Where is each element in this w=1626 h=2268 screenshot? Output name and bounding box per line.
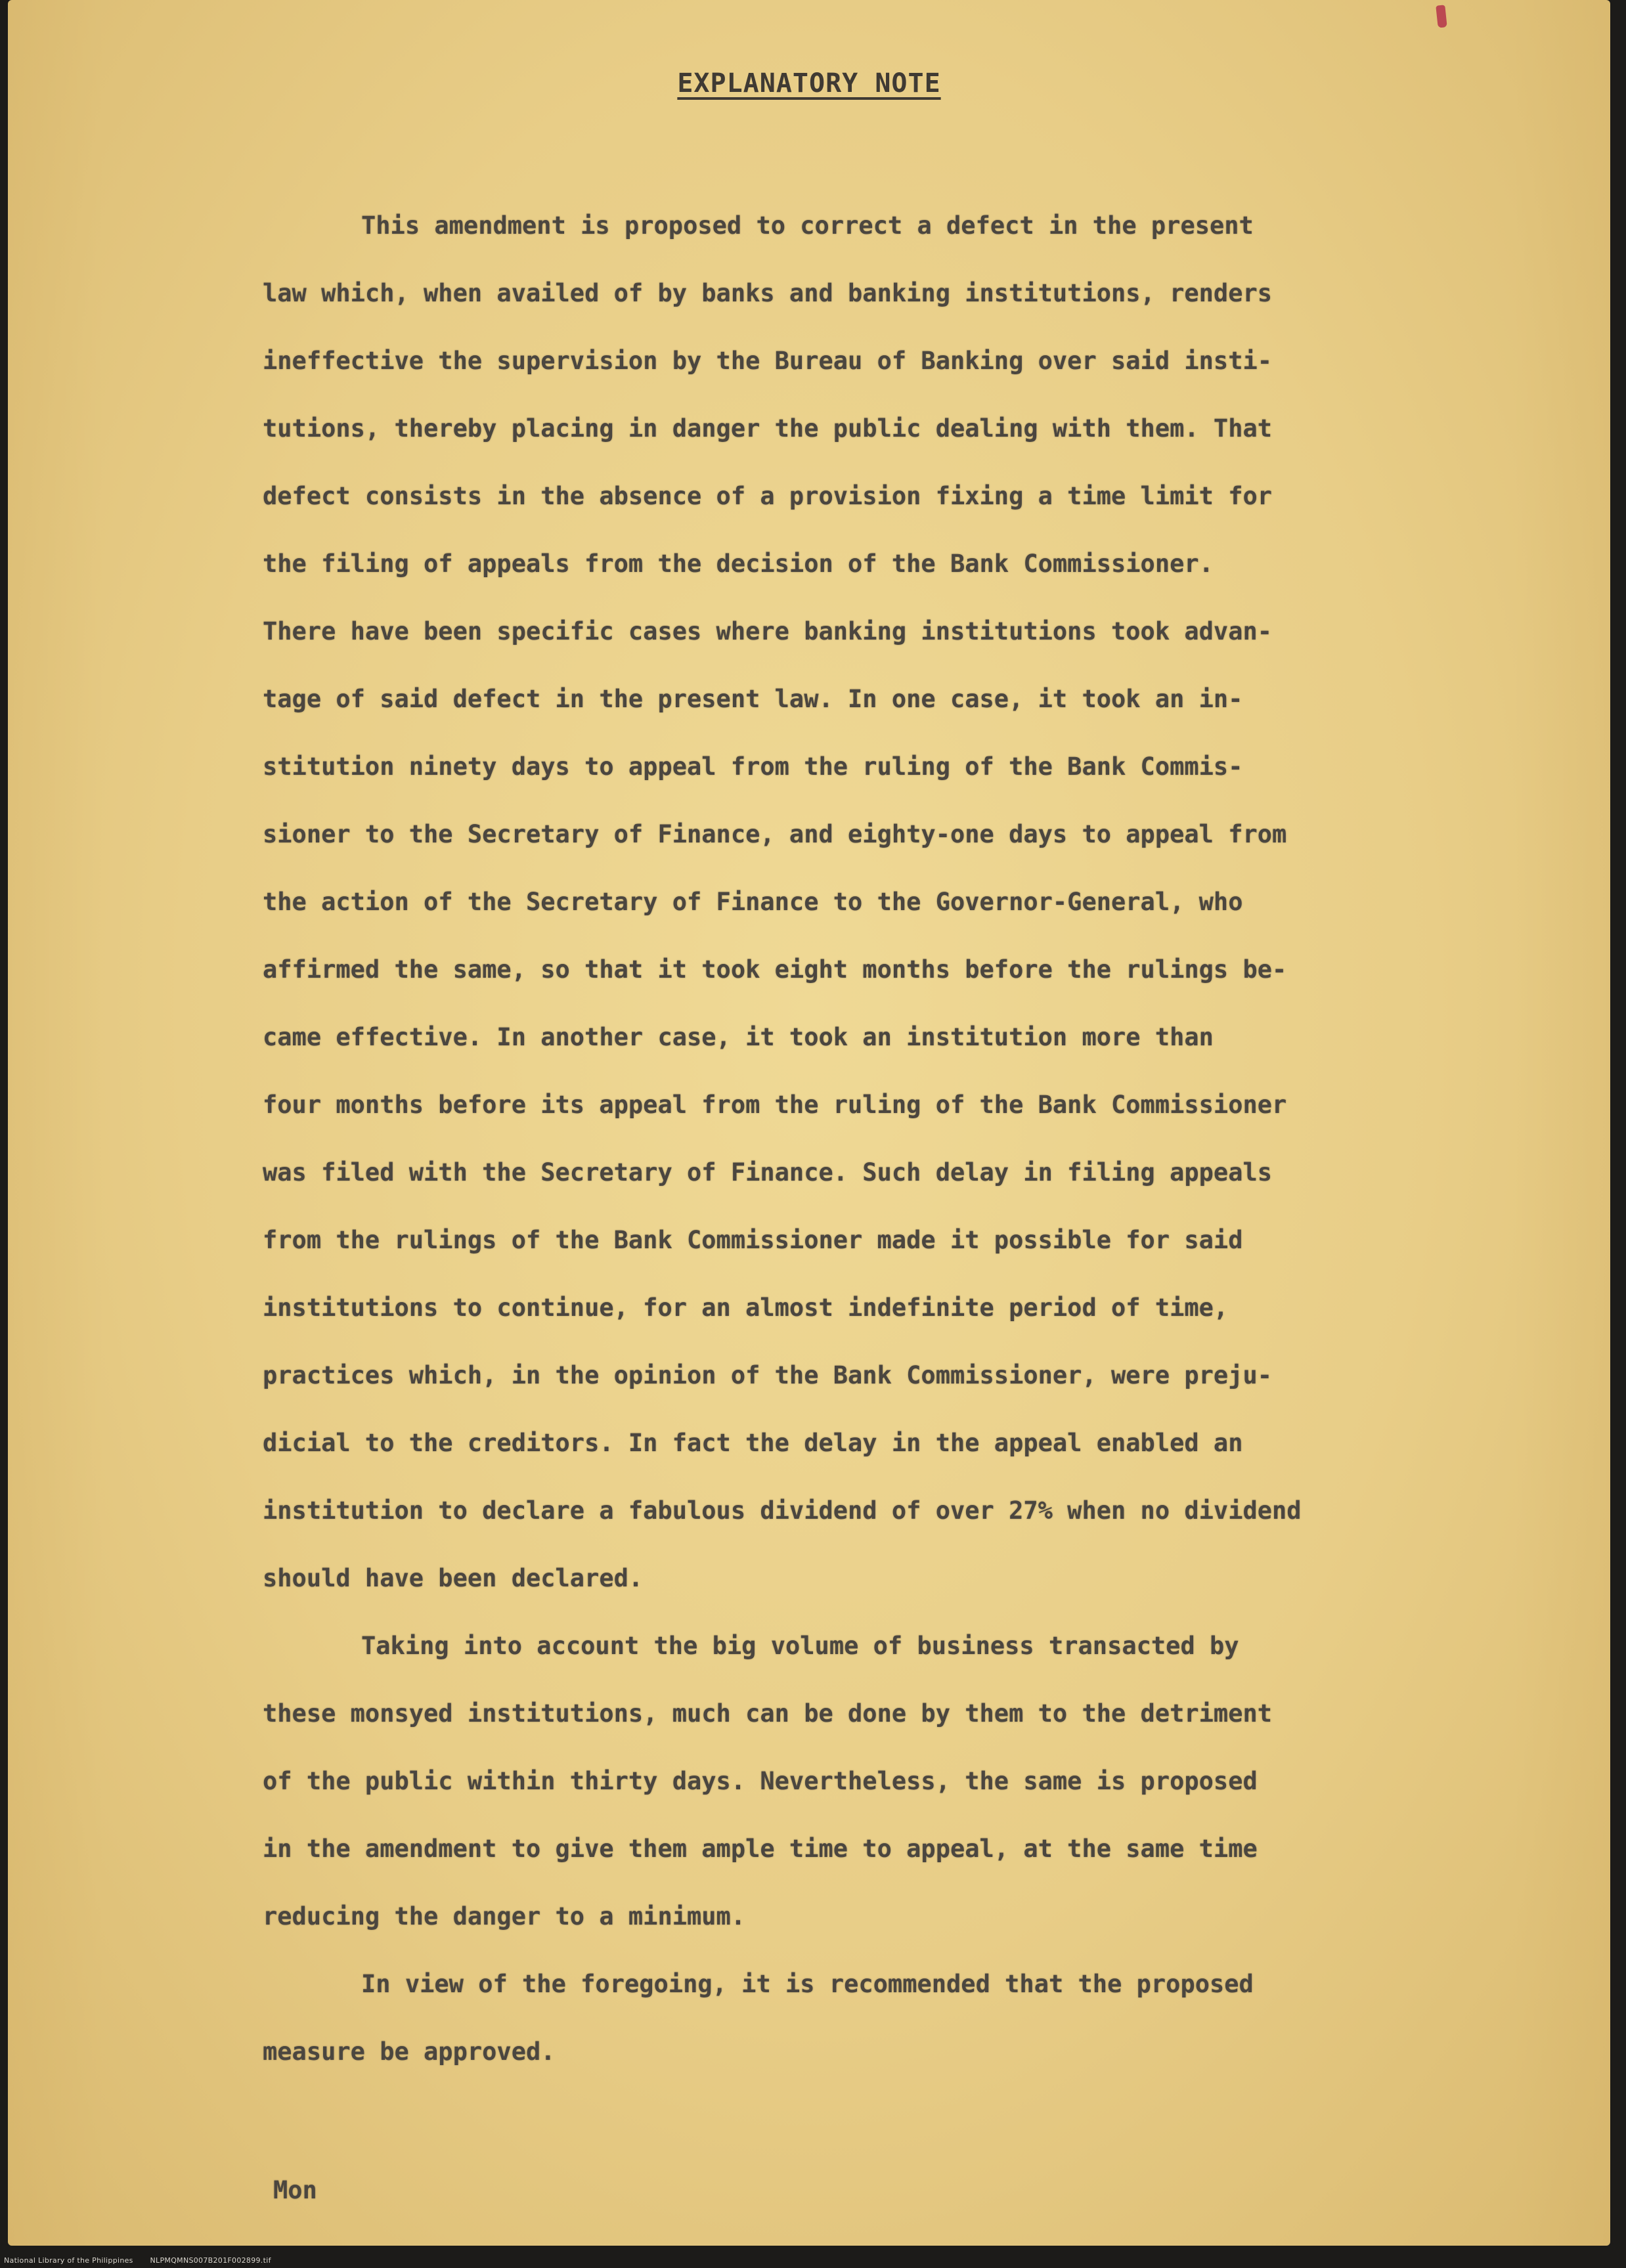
- text-line: ineffective the supervision by the Bureau of Banking over said insti-: [263, 347, 1273, 375]
- text-line: measure be approved.: [263, 2038, 556, 2066]
- text-line: in the amendment to give them ample time to appeal, at the same time: [263, 1835, 1258, 1863]
- text-line: Taking into account the big volume of business transacted by: [361, 1632, 1239, 1660]
- text-line: from the rulings of the Bank Commissioner made it possible for said: [263, 1226, 1243, 1254]
- footer-library-name: National Library of the Philippines: [4, 2256, 133, 2265]
- closing-initials: Mon: [273, 2176, 317, 2204]
- page-title: EXPLANATORY NOTE: [677, 68, 941, 98]
- text-line: institution to declare a fabulous dividend of over 27% when no dividend: [263, 1496, 1302, 1525]
- text-line: In view of the foregoing, it is recommended that the proposed: [361, 1970, 1254, 1998]
- text-line: There have been specific cases where banking institutions took advan-: [263, 617, 1273, 645]
- body-text: [263, 192, 1458, 2085]
- text-line: came effective. In another case, it took an institution more than: [263, 1023, 1214, 1051]
- text-line: sioner to the Secretary of Finance, and eighty-one days to appeal from: [263, 820, 1287, 848]
- footer-file-id: NLPMQMNS007B201F002899.tif: [150, 2256, 271, 2265]
- text-line: defect consists in the absence of a provision fixing a time limit for: [263, 482, 1273, 510]
- paper-page: [8, 0, 1610, 2246]
- scan-footer: [4, 2256, 286, 2265]
- text-line: law which, when availed of by banks and banking institutions, renders: [263, 279, 1273, 307]
- text-line: stitution ninety days to appeal from the ruling of the Bank Commis-: [263, 752, 1243, 781]
- text-line: reducing the danger to a minimum.: [263, 1902, 746, 1930]
- text-line: tage of said defect in the present law. In one case, it took an in-: [263, 685, 1243, 713]
- text-line: was filed with the Secretary of Finance. Such delay in filing appeals: [263, 1158, 1273, 1187]
- text-line: This amendment is proposed to correct a defect in the present: [361, 211, 1254, 240]
- text-line: should have been declared.: [263, 1564, 644, 1592]
- text-line: practices which, in the opinion of the Bank Commissioner, were preju-: [263, 1361, 1273, 1389]
- red-ink-mark: [1436, 5, 1447, 28]
- text-line: the action of the Secretary of Finance to the Governor-General, who: [263, 888, 1243, 916]
- text-line: dicial to the creditors. In fact the delay in the appeal enabled an: [263, 1429, 1243, 1457]
- text-line: the filing of appeals from the decision of the Bank Commissioner.: [263, 550, 1214, 578]
- text-line: four months before its appeal from the ruling of the Bank Commissioner: [263, 1091, 1287, 1119]
- text-line: of the public within thirty days. Nevertheless, the same is proposed: [263, 1767, 1258, 1795]
- text-line: tutions, thereby placing in danger the public dealing with them. That: [263, 414, 1273, 443]
- text-line: institutions to continue, for an almost indefinite period of time,: [263, 1294, 1229, 1322]
- text-line: affirmed the same, so that it took eight months before the rulings be-: [263, 955, 1287, 984]
- text-line: these monsyed institutions, much can be done by them to the detriment: [263, 1699, 1273, 1728]
